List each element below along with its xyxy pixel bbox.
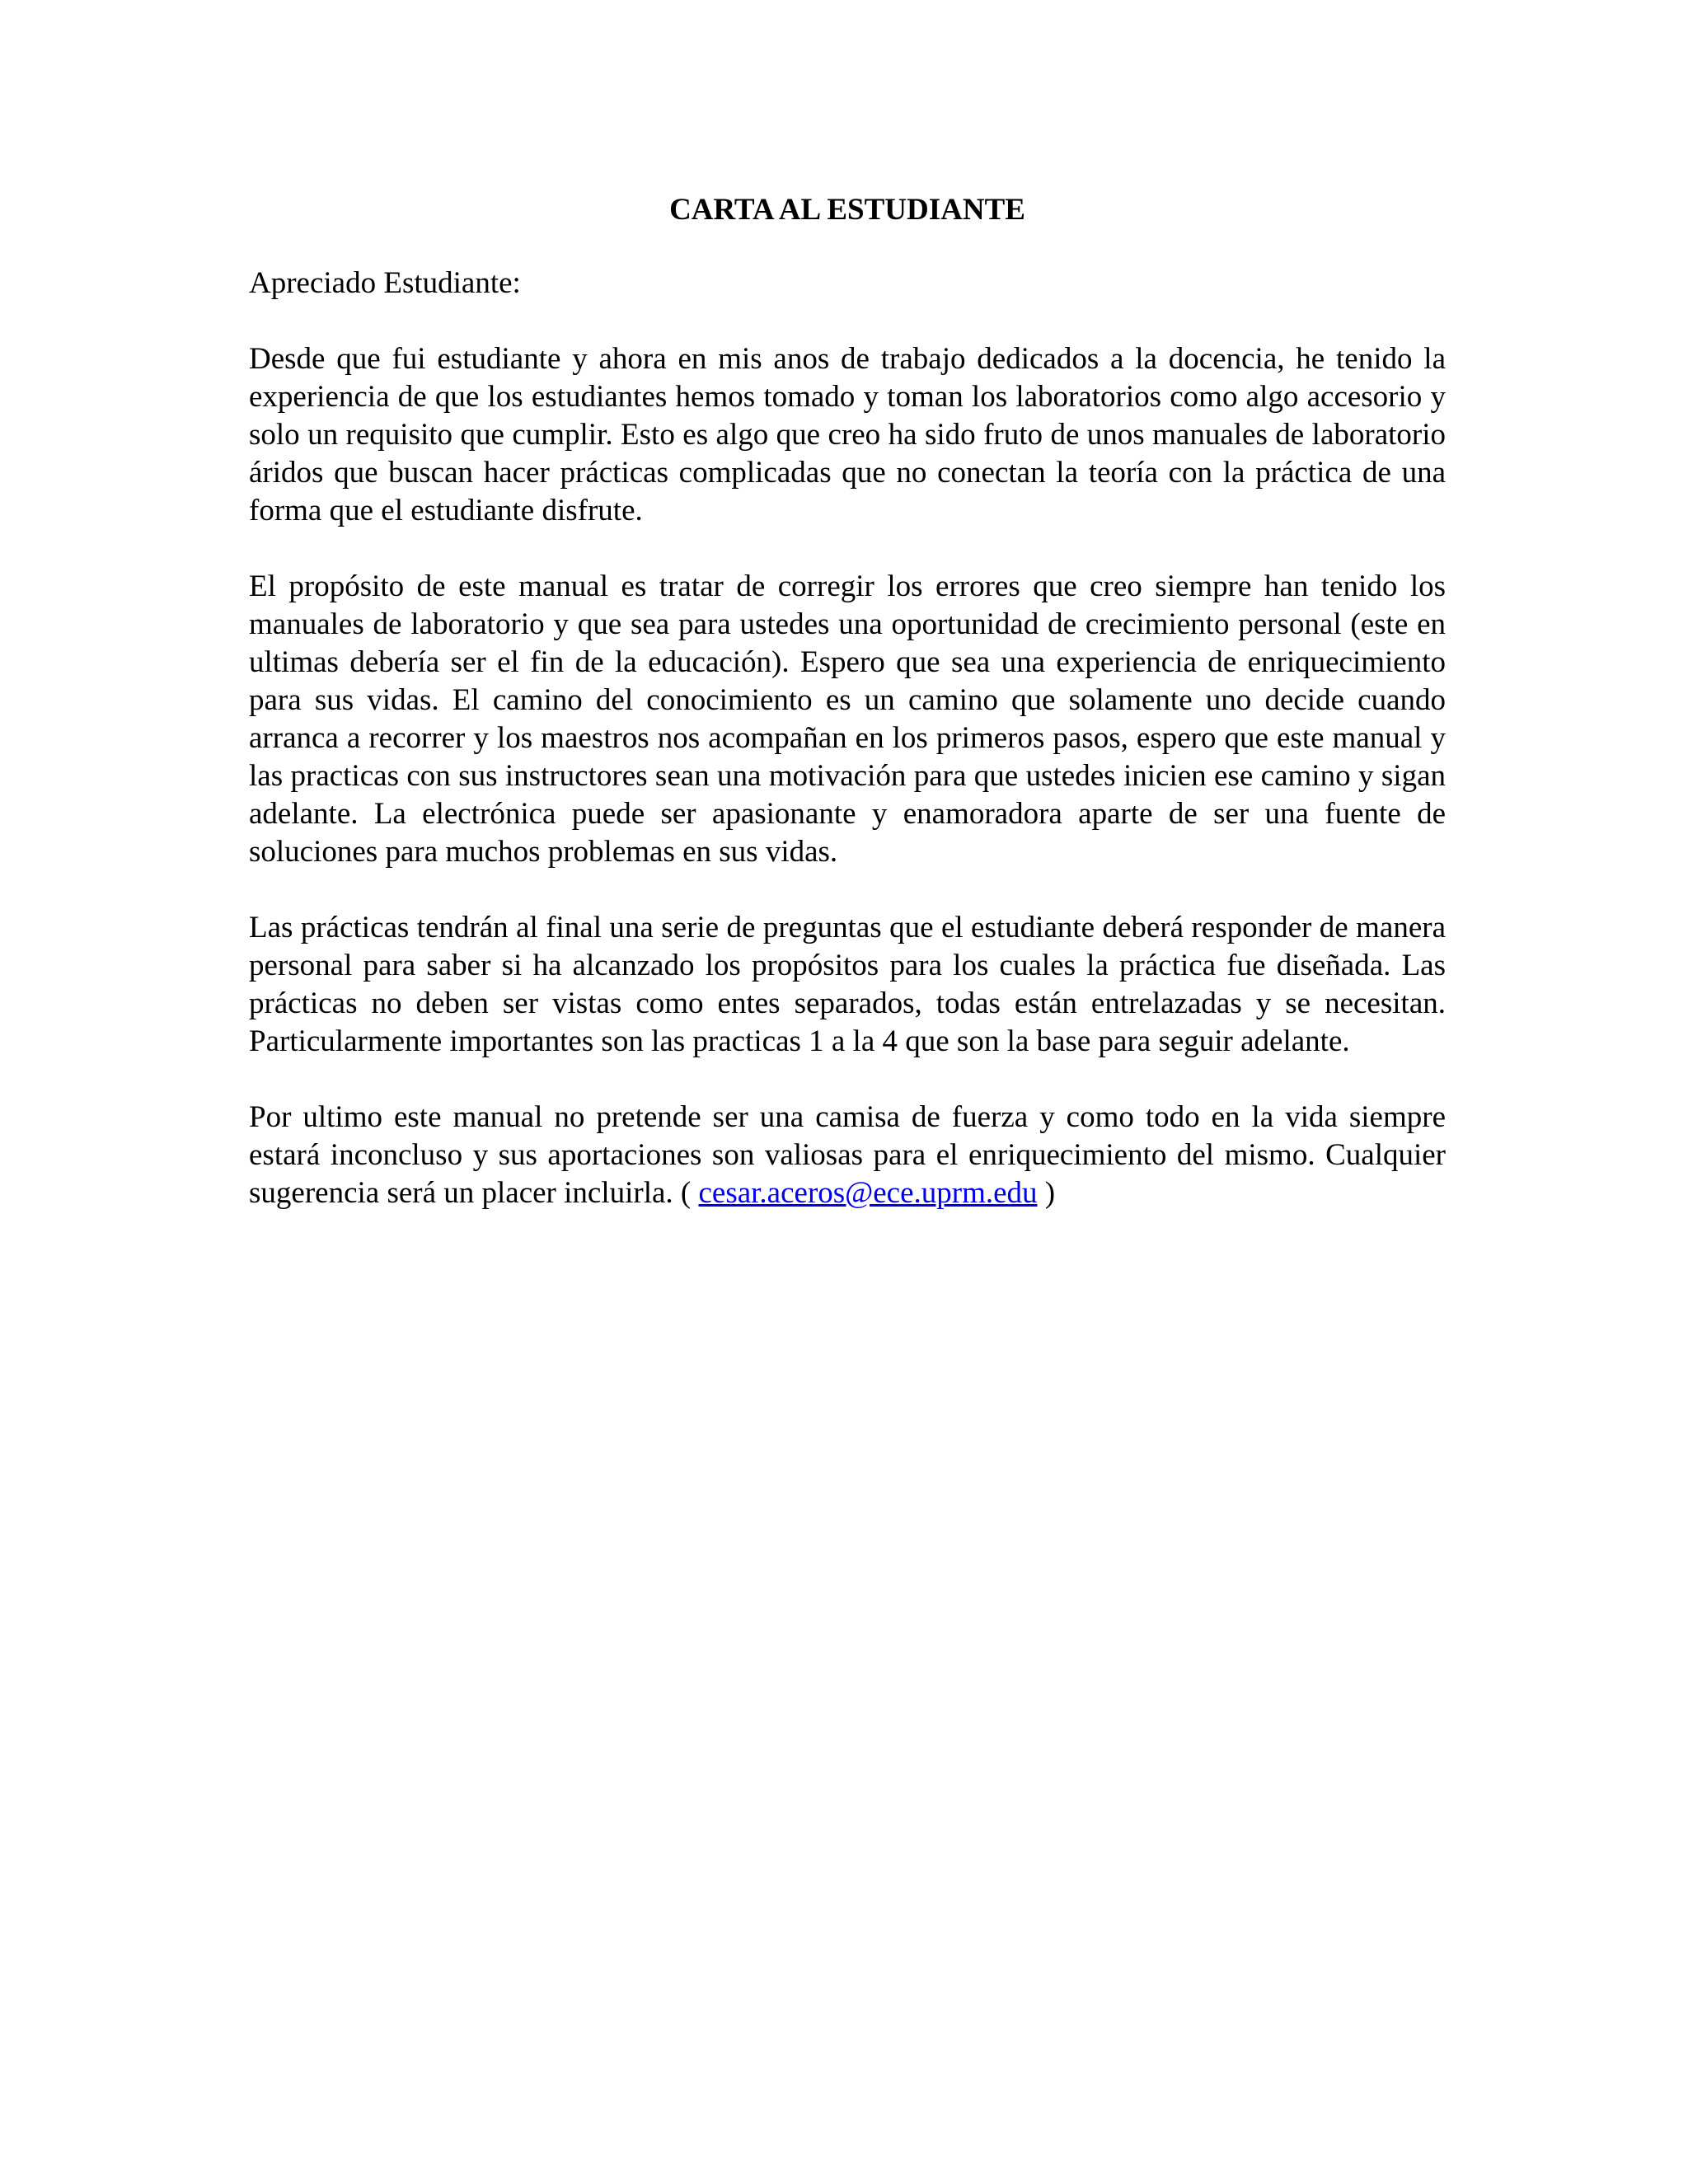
paragraph-3: Las prácticas tendrán al final una serie de preguntas que el estudiante deberá responder de manera personal para saber si ha alcanzado los propósitos para los cuales la práctica fue diseñada. Las prácticas no deben ser vistas como entes separados, todas están entrelazadas y se necesitan. Particularmente importantes son las practicas 1 a la 4 que son la base para seguir adelante. — [249, 911, 1446, 1058]
closing-parenthesis: ) — [1037, 1176, 1056, 1210]
email-link[interactable]: cesar.aceros@ece.uprm.edu — [698, 1176, 1038, 1210]
letter-title: CARTA AL ESTUDIANTE — [669, 193, 1025, 227]
salutation: Apreciado Estudiante: — [249, 266, 521, 300]
paragraph-2: El propósito de este manual es tratar de corregir los errores que creo siempre han tenido los manuales de laboratorio y que sea para ustedes una oportunidad de crecimiento personal (este en ultimas debería ser el fin de la educación). Espero que sea una experiencia de enriquecimiento para sus vidas. El camino del conocimiento es un camino que solamente uno decide cuando arranca a recorrer y los maestros nos acompañan en los primeros pasos, espero que este manual y las practicas con sus instructores sean una motivación para que ustedes inicien ese camino y sigan adelante. La electrónica puede ser apasionante y enamoradora aparte de ser una fuente de soluciones para muchos problemas en sus vidas. — [249, 569, 1446, 869]
closing-paragraph — [249, 1099, 1446, 1212]
letter-body — [249, 191, 1446, 1250]
closing-text: Por ultimo este manual no pretende ser una camisa de fuerza y como todo en la vida siempre estará inconcluso y sus aportaciones son valiosas para el enriquecimiento del mismo. Cualquier sugerencia será un placer incluirla. ( — [249, 1100, 1446, 1210]
paragraph-1: Desde que fui estudiante y ahora en mis anos de trabajo dedicados a la docencia, he tenido la experiencia de que los estudiantes hemos tomado y toman los laboratorios como algo accesorio y solo un requisito que cumplir. Esto es algo que creo ha sido fruto de unos manuales de laboratorio áridos que buscan hacer prácticas complicadas que no conectan la teoría con la práctica de una forma que el estudiante disfrute. — [249, 342, 1446, 527]
